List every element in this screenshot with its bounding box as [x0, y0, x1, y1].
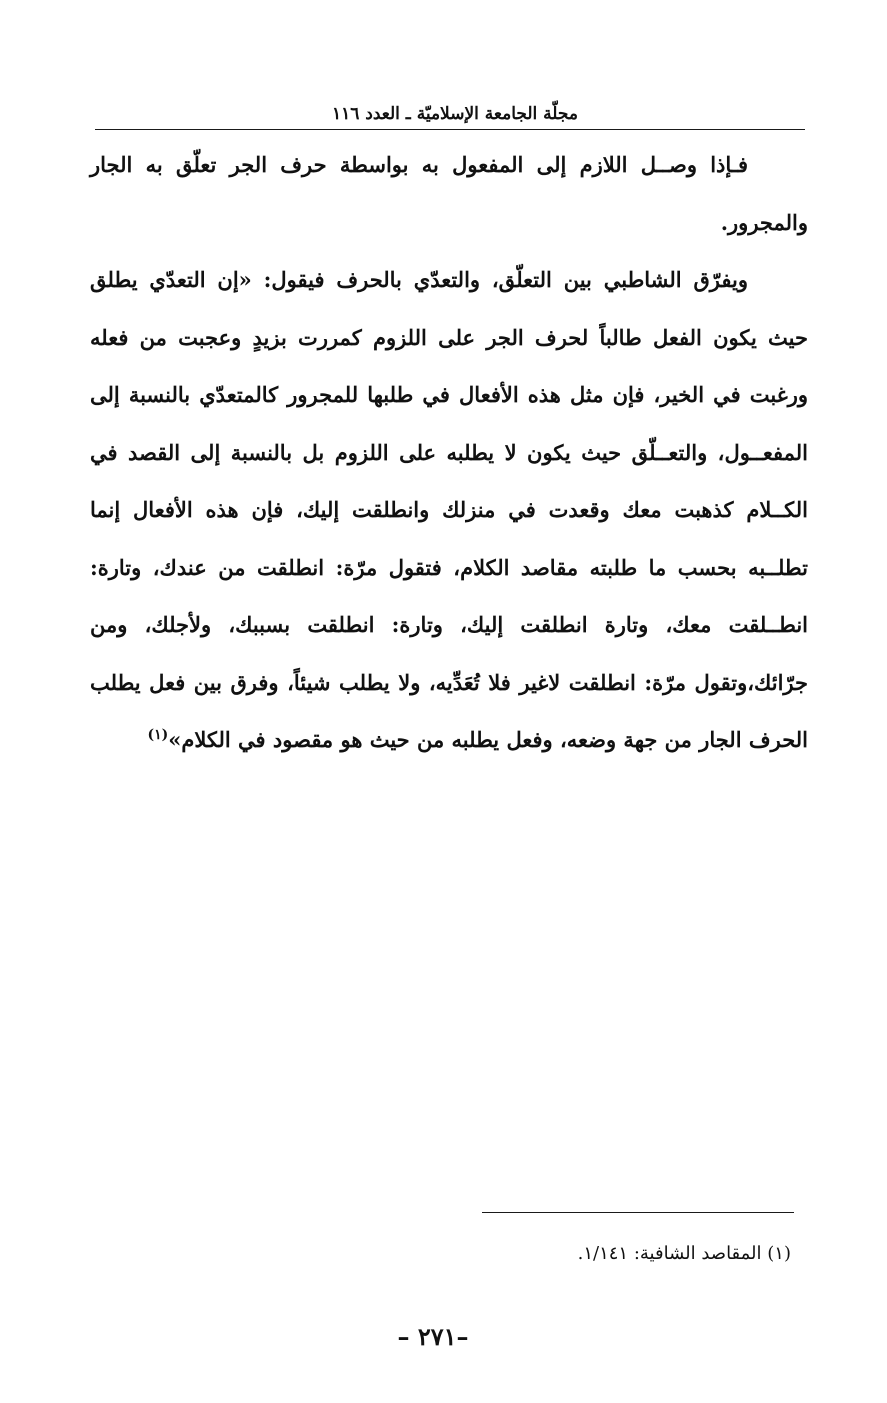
footnote-rule	[482, 1212, 794, 1213]
paragraph-2	[90, 251, 808, 769]
page-number: –٢٧١ –	[397, 1322, 469, 1351]
footnote-1: (١) المقاصد الشافية: ١/١٤١.	[577, 1243, 791, 1264]
paragraph-1: فـإذا وصــل اللازم إلى المفعول به بواسطة حرف الجر تعلّق به الجار والمجرور.	[90, 152, 808, 235]
footnote-marker[interactable]: (١)	[147, 727, 169, 743]
header-rule	[95, 129, 805, 130]
running-header-title: مجلّة الجامعة الإسلاميّة ـ العدد ١١٦	[331, 104, 579, 124]
quotation-text: ويفرّق الشاطبي بين التعلّق، والتعدّي بالحرف فيقول: «إن التعدّي يطلق حيث يكون الفعل طالباً لحرف الجر على اللزوم كمررت بزيدٍ وعجبت من فعله ورغبت في الخير، فإن مثل هذه الأفعال في طلبها للمجرور كالمتعدّي بالنسبة إلى المفعــول، والتعــلّق حيث يكون لا يطلبه على اللزوم بل بالنسبة إلى القصد في الكــلام كذهبت معك وقعدت في منزلك وانطلقت إليك، فإن هذه الأفعال إنما تطلــبه بحسب ما طلبته مقاصد الكلام، فتقول مرّة: انطلقت من عندك، وتارة: انطــلقت معك، وتارة انطلقت إليك، وتارة: انطلقت بسببك، ولأجلك، ومن جرّائك،وتقول مرّة: انطلقت لاغير فلا تُعَدِّيه، ولا يطلب شيئاً، وفرق بين فعل يطلب الحرف الجار من جهة وضعه، وفعل يطلبه من حيث هو مقصود في الكلام»	[90, 267, 809, 752]
main-text	[90, 136, 808, 769]
